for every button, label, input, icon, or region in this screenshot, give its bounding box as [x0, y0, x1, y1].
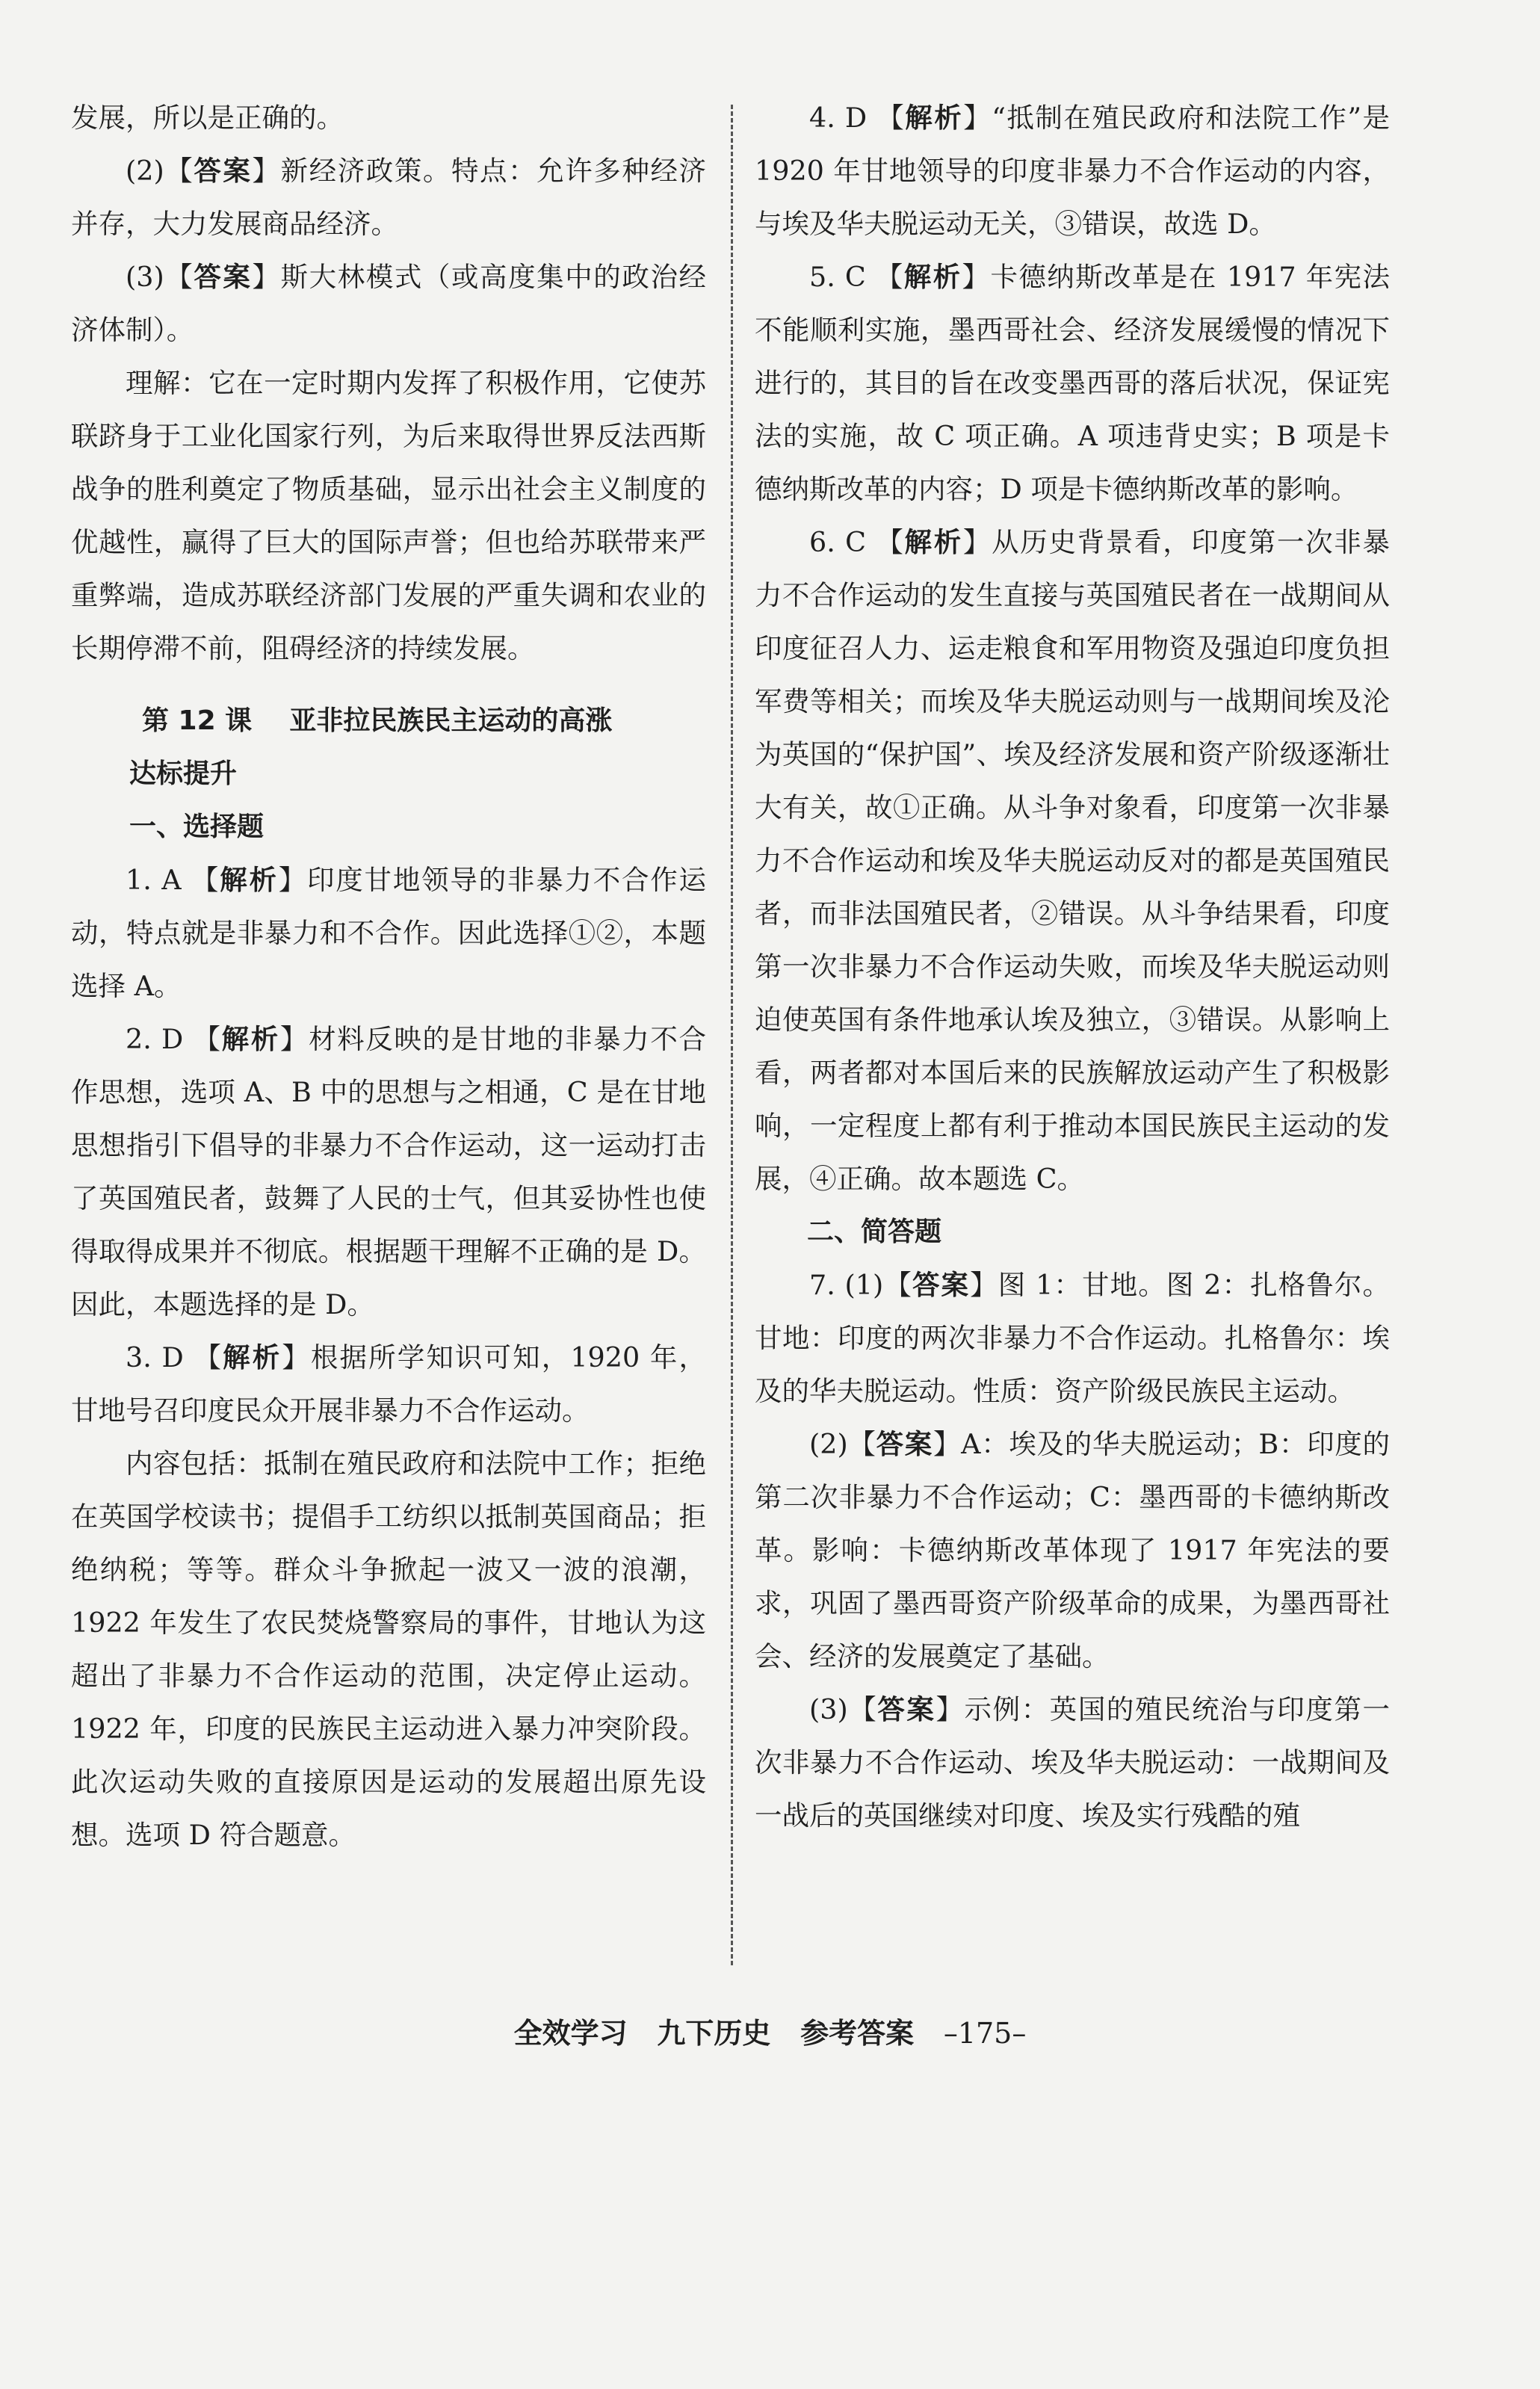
footer-section: 参考答案 — [800, 2017, 915, 2050]
lesson-heading: 第 12 课 亚非拉民族民主运动的高涨 — [142, 705, 613, 736]
right-column — [755, 91, 1390, 1842]
left-column — [71, 91, 706, 1861]
answer-6: 6. C 【解析】从历史背景看，印度第一次非暴力不合作运动的发生直接与英国殖民者在一战期间从印度征召人力、运走粮食和军用物资及强迫印度负担军费等相关；而埃及华夫脱运动则与一战期间埃及沦为英国的“保护国”、埃及经济发展和资产阶级逐渐壮大有关，故①正确。从斗争对象看，印度第一次非暴力不合作运动和埃及华夫脱运动反对的都是英国殖民者，而非法国殖民者，②错误。从斗争结果看，印度第一次非暴力不合作运动失败，而埃及华夫脱运动则迫使英国有条件地承认埃及独立，③错误。从影响上看，两者都对本国后来的民族解放运动产生了积极影响，一定程度上都有利于推动本国民族民主运动的发展，④正确。故本题选 C。 — [755, 526, 1390, 1195]
section-improve: 达标提升 — [129, 758, 238, 789]
section-short-answer: 二、简答题 — [807, 1217, 942, 1247]
footer-book: 全效学习 — [513, 2017, 628, 2050]
analysis-label: 解析 — [223, 1341, 282, 1373]
analysis-label: 解析 — [905, 102, 964, 134]
answer-q2: (2)【答案】新经济政策。特点：允许多种经济并存，大力发展商品经济。 — [71, 155, 707, 240]
analysis-label: 解析 — [220, 864, 279, 896]
page-footer — [0, 2010, 1540, 2051]
answer-label: 答案 — [877, 1693, 936, 1725]
answer-label: 答案 — [194, 261, 253, 293]
answer-3: 3. D 【解析】根据所学知识可知，1920 年，甘地号召印度民众开展非暴力不合作运动。 — [71, 1341, 707, 1427]
analysis-label: 解析 — [904, 526, 963, 558]
analysis-label: 解析 — [221, 1023, 280, 1055]
answer-2: 2. D 【解析】材料反映的是甘地的非暴力不合作思想，选项 A、B 中的思想与之相通，C 是在甘地思想指引下倡导的非暴力不合作运动，这一运动打击了英国殖民者，鼓舞了人民的士气，但其妥协性也使得取得成果并不彻底。根据题干理解不正确的是 D。因此，本题选择的是 D。 — [71, 1023, 707, 1320]
left-continuation: 发展，所以是正确的。 — [71, 102, 344, 134]
answer-7-3: (3)【答案】示例：英国的殖民统治与印度第一次非暴力不合作运动、埃及华夫脱运动：一战期间及一战后的英国继续对印度、埃及实行残酷的殖 — [755, 1693, 1391, 1832]
answer-q3: (3)【答案】斯大林模式（或高度集中的政治经济体制）。 — [71, 261, 707, 346]
column-divider — [731, 105, 733, 1965]
answer-4: 4. D 【解析】“抵制在殖民政府和法院工作”是 1920 年甘地领导的印度非暴力不合作运动的内容，与埃及华夫脱运动无关，③错误，故选 D。 — [755, 102, 1391, 240]
answer-1: 1. A 【解析】印度甘地领导的非暴力不合作运动，特点就是非暴力和不合作。因此选择①②，本题选择 A。 — [71, 864, 707, 1002]
understanding-paragraph: 理解：它在一定时期内发挥了积极作用，它使苏联跻身于工业化国家行列，为后来取得世界反法西斯战争的胜利奠定了物质基础，显示出社会主义制度的优越性，赢得了巨大的国际声誉；但也给苏联带来严重弊端，造成苏联经济部门发展的严重失调和农业的长期停滞不前，阻碍经济的持续发展。 — [71, 367, 706, 664]
answer-3-content: 内容包括：抵制在殖民政府和法院中工作；拒绝在英国学校读书；提倡手工纺织以抵制英国商品；拒绝纳税；等等。群众斗争掀起一波又一波的浪潮，1922 年发生了农民焚烧警察局的事件，甘地认为这超出了非暴力不合作运动的范围，决定停止运动。1922 年，印度的民族民主运动进入暴力冲突阶段。此次运动失败的直接原因是运动的发展超出原先设想。选项 D 符合题意。 — [71, 1447, 706, 1851]
answer-label: 答案 — [194, 155, 253, 187]
answer-5: 5. C 【解析】卡德纳斯改革是在 1917 年宪法不能顺利实施，墨西哥社会、经济发展缓慢的情况下进行的，其目的旨在改变墨西哥的落后状况，保证宪法的实施，故 C 项正确。A 项违背史实；B 项是卡德纳斯改革的内容；D 项是卡德纳斯改革的影响。 — [755, 261, 1390, 505]
analysis-label: 解析 — [903, 261, 962, 293]
section-choice: 一、选择题 — [129, 812, 265, 842]
answer-label: 答案 — [876, 1428, 933, 1460]
answer-7-2: (2)【答案】A：埃及的华夫脱运动；B：印度的第二次非暴力不合作运动；C：墨西哥的卡德纳斯改革。影响：卡德纳斯改革体现了 1917 年宪法的要求，巩固了墨西哥资产阶级革命的成果，为墨西哥社会、经济的发展奠定了基础。 — [755, 1428, 1391, 1672]
footer-subject: 九下历史 — [657, 2017, 771, 2050]
answer-7-1: 7. (1)【答案】图 1：甘地。图 2：扎格鲁尔。甘地：印度的两次非暴力不合作运动。扎格鲁尔：埃及的华夫脱运动。性质：资产阶级民族民主运动。 — [755, 1269, 1390, 1407]
page-number: –175– — [943, 2017, 1027, 2050]
answer-label: 答案 — [912, 1269, 971, 1301]
